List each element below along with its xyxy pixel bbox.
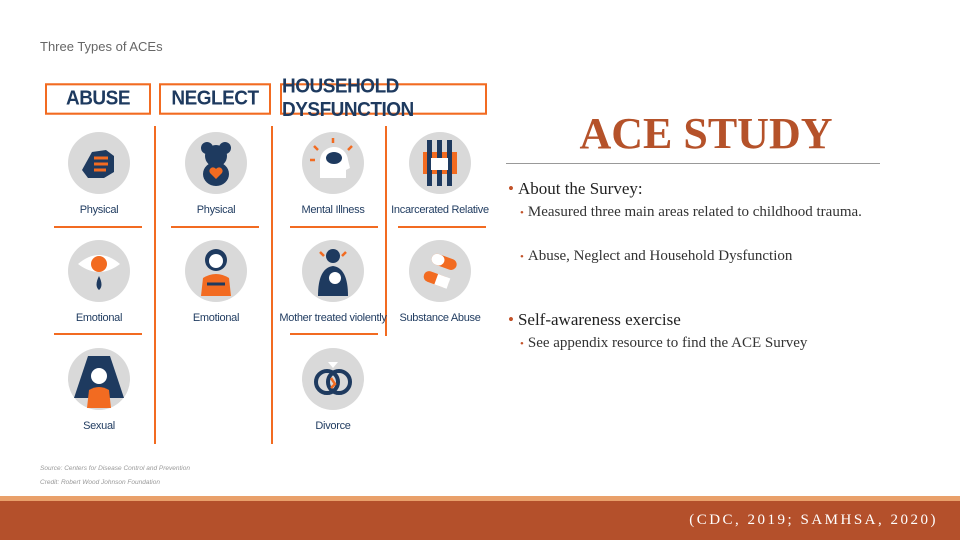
mother-child-icon <box>302 240 364 302</box>
row-divider <box>54 333 142 335</box>
sub-bullet-categories: • Abuse, Neglect and Household Dysfunction <box>520 248 793 264</box>
ace-abuse-sexual: Sexual <box>44 348 154 432</box>
teddy-bear-icon <box>185 132 247 194</box>
row-divider <box>290 226 378 228</box>
prison-bars-icon <box>409 132 471 194</box>
slide-title: ACE STUDY <box>579 109 833 158</box>
broken-rings-icon <box>302 348 364 410</box>
column-divider <box>271 126 273 444</box>
pills-icon <box>409 240 471 302</box>
ace-household-mental-illness: Mental Illness <box>278 132 388 216</box>
aces-infographic <box>28 28 498 493</box>
row-divider <box>290 333 378 335</box>
infographic-title: Three Types of ACEs <box>40 39 163 54</box>
row-divider <box>398 226 486 228</box>
sad-child-icon <box>185 240 247 302</box>
ace-neglect-physical: Physical <box>161 132 271 216</box>
crying-eye-icon <box>68 240 130 302</box>
fist-icon <box>68 132 130 194</box>
row-divider <box>171 226 259 228</box>
ace-abuse-emotional: Emotional <box>44 240 154 324</box>
child-in-shadow-icon <box>68 348 130 410</box>
header-neglect: NEGLECT <box>159 83 271 115</box>
sub-bullet-appendix: • See appendix resource to find the ACE Survey <box>520 335 808 351</box>
ace-neglect-emotional: Emotional <box>161 240 271 324</box>
footer-citation: (CDC, 2019; SAMHSA, 2020) <box>689 512 938 528</box>
header-abuse: ABUSE <box>45 83 151 115</box>
ace-household-substance-abuse: Substance Abuse <box>385 240 495 324</box>
head-brain-icon <box>302 132 364 194</box>
bullet-self-awareness: • Self-awareness exercise <box>508 310 681 329</box>
credit-note: Credit: Robert Wood Johnson Foundation <box>40 479 160 486</box>
ace-household-mother-treated-violently: Mother treated violently <box>278 240 388 324</box>
source-note: Source: Centers for Disease Control and Prevention <box>40 465 190 472</box>
ace-household-incarcerated-relative: Incarcerated Relative <box>385 132 495 216</box>
ace-household-divorce: Divorce <box>278 348 388 432</box>
ace-abuse-physical: Physical <box>44 132 154 216</box>
bullet-about-survey: • About the Survey: <box>508 179 643 198</box>
title-divider <box>506 163 880 164</box>
column-divider <box>154 126 156 444</box>
row-divider <box>54 226 142 228</box>
sub-bullet-measured: • Measured three main areas related to childhood trauma. <box>520 204 862 220</box>
header-household-dysfunction: HOUSEHOLD DYSFUNCTION <box>280 83 487 115</box>
